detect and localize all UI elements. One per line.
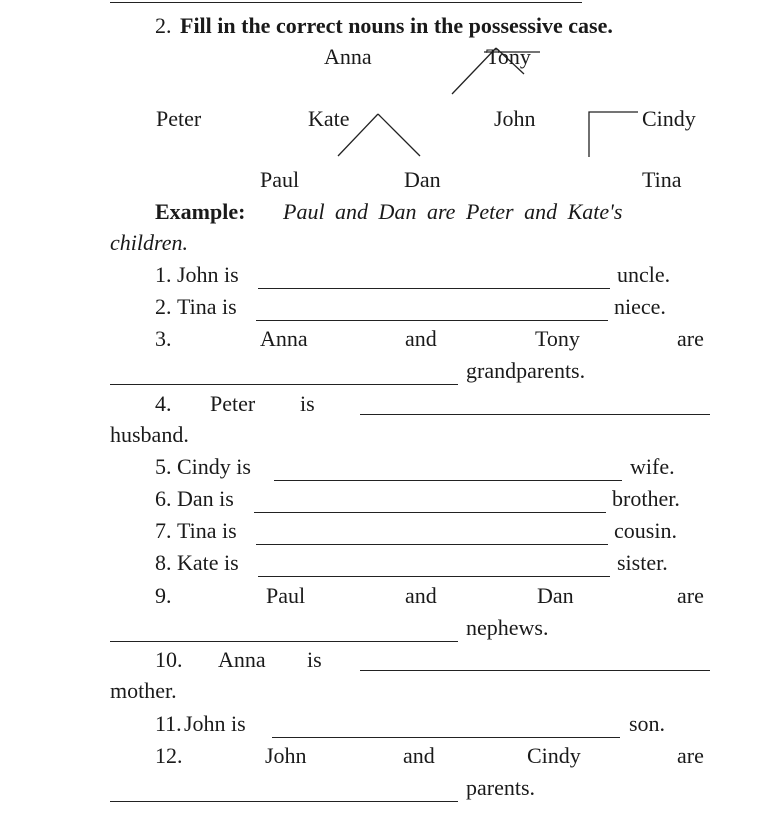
exercise-1-prompt: John is	[177, 262, 239, 287]
exercise-3-blank[interactable]	[110, 384, 458, 385]
exercise-12-word-john: John	[265, 743, 307, 768]
exercise-3-after: grandparents.	[466, 358, 586, 383]
tree-name-paul: Paul	[260, 167, 300, 192]
exercise-9-word-dan: Dan	[537, 583, 574, 608]
exercise-4-word-is: is	[300, 391, 315, 416]
exercise-8-after: sister.	[617, 550, 668, 575]
exercise-3-word-are: are	[677, 326, 704, 351]
exercise-3-word-tony: Tony	[535, 326, 580, 351]
exercise-10-number: 10.	[155, 647, 183, 672]
exercise-8-blank[interactable]	[258, 576, 610, 577]
tree-name-cindy: Cindy	[642, 106, 696, 131]
exercise-2-after: niece.	[614, 294, 666, 319]
exercise-11-prompt: John is	[184, 711, 246, 736]
exercise-11-number: 11.	[155, 711, 182, 736]
exercise-5-blank[interactable]	[274, 480, 622, 481]
exercise-10-blank[interactable]	[360, 670, 710, 671]
exercise-12-number: 12.	[155, 743, 183, 768]
exercise-12-word-and: and	[403, 743, 435, 768]
tree-name-anna: Anna	[324, 44, 372, 69]
example-text-line2: children.	[110, 230, 188, 255]
exercise-9-word-are: are	[677, 583, 704, 608]
exercise-11-after: son.	[629, 711, 666, 736]
exercise-8-number: 8.	[155, 550, 172, 575]
exercise-number: 2.	[155, 13, 172, 38]
exercise-5-number: 5.	[155, 454, 172, 479]
exercise-3-word-anna: Anna	[260, 326, 308, 351]
example-text-line1: Paul and Dan are Peter and Kate's	[283, 199, 623, 224]
exercise-1-after: uncle.	[617, 262, 671, 287]
tree-name-tony: Tony	[486, 44, 531, 69]
exercise-12-word-are: are	[677, 743, 704, 768]
exercise-9-blank[interactable]	[110, 641, 458, 642]
exercise-1-blank[interactable]	[258, 288, 610, 289]
exercise-7-number: 7.	[155, 518, 172, 543]
exercise-7-after: cousin.	[614, 518, 677, 543]
exercise-9-word-paul: Paul	[266, 583, 306, 608]
tree-name-peter: Peter	[156, 106, 202, 131]
tree-name-kate: Kate	[308, 106, 350, 131]
exercise-6-after: brother.	[612, 486, 680, 511]
exercise-10-after: mother.	[110, 678, 177, 703]
exercise-2-blank[interactable]	[256, 320, 608, 321]
exercise-7-blank[interactable]	[256, 544, 608, 545]
exercise-2-number: 2.	[155, 294, 172, 319]
exercise-6-blank[interactable]	[254, 512, 606, 513]
exercise-9-word-and: and	[405, 583, 437, 608]
exercise-title: Fill in the correct nouns in the possessive case.	[180, 13, 613, 38]
exercise-3-number: 3.	[155, 326, 172, 351]
exercise-2-prompt: Tina is	[177, 294, 237, 319]
exercise-10-word-is: is	[307, 647, 322, 672]
exercise-12-after: parents.	[466, 775, 536, 800]
exercise-9-number: 9.	[155, 583, 172, 608]
exercise-6-prompt: Dan is	[177, 486, 234, 511]
tree-name-john: John	[494, 106, 536, 131]
exercise-1-number: 1.	[155, 262, 172, 287]
exercise-4-blank[interactable]	[360, 414, 710, 415]
exercise-4-number: 4.	[155, 391, 172, 416]
exercise-3-word-and: and	[405, 326, 437, 351]
exercise-10-word-anna: Anna	[218, 647, 266, 672]
exercise-4-after: husband.	[110, 422, 189, 447]
exercise-11-blank[interactable]	[272, 737, 620, 738]
exercise-4-word-peter: Peter	[210, 391, 256, 416]
exercise-7-prompt: Tina is	[177, 518, 237, 543]
example-label: Example:	[155, 199, 246, 224]
exercise-9-after: nephews.	[466, 615, 549, 640]
exercise-6-number: 6.	[155, 486, 172, 511]
exercise-5-after: wife.	[630, 454, 675, 479]
exercise-12-word-cindy: Cindy	[527, 743, 581, 768]
exercise-12-blank[interactable]	[110, 801, 458, 802]
tree-name-dan: Dan	[404, 167, 441, 192]
exercise-5-prompt: Cindy is	[177, 454, 251, 479]
exercise-8-prompt: Kate is	[177, 550, 239, 575]
tree-name-tina: Tina	[642, 167, 682, 192]
